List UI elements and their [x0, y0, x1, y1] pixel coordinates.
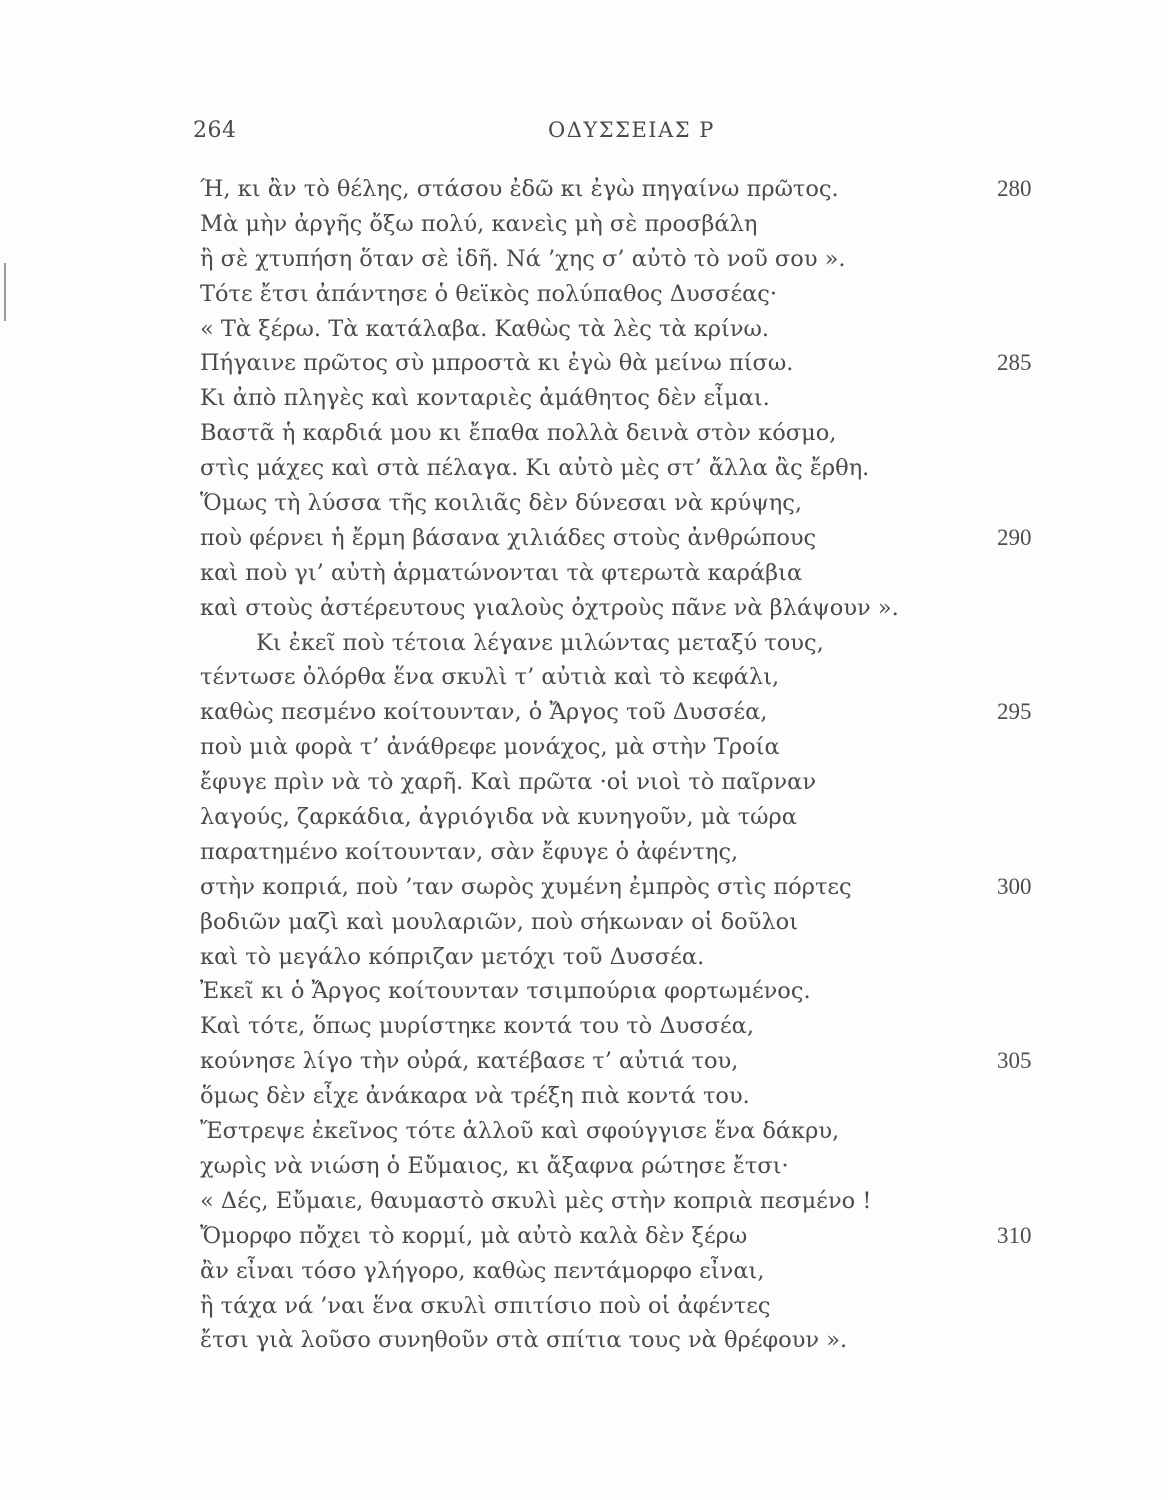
- verse-text: καὶ ποὺ γι’ αὐτὴ ἁρματώνονται τὰ φτερωτὰ καράβια: [200, 559, 803, 586]
- verse-line: [200, 451, 1100, 486]
- verse-line: [200, 626, 1100, 661]
- verse-text: ποὺ μιὰ φορὰ τ’ ἀνάθρεφε μονάχος, μὰ στὴν Τροία: [200, 734, 780, 761]
- verse-line: [200, 486, 1100, 521]
- verse-line: [200, 1114, 1100, 1149]
- verse-text: Κι ἀπὸ πληγὲς καὶ κονταριὲς ἀμάθητος δὲν εἶμαι.: [200, 385, 770, 412]
- verse-text: τέντωσε ὀλόρθα ἕνα σκυλὶ τ’ αὐτιὰ καὶ τὸ κεφάλι,: [200, 664, 780, 691]
- line-number: 295: [997, 699, 1032, 725]
- verse-text: καὶ τὸ μεγάλο κόπριζαν μετόχι τοῦ Δυσσέα.: [200, 943, 705, 970]
- verse-text: Ή, κι ἂν τὸ θέλης, στάσου ἐδῶ κι ἐγὼ πηγαίνω πρῶτος.: [200, 176, 839, 202]
- verse-line: [200, 800, 1100, 835]
- verse-text: ὅμως δὲν εἶχε ἀνάκαρα νὰ τρέξη πιὰ κοντά του.: [200, 1083, 750, 1110]
- line-number: 285: [997, 350, 1032, 376]
- verse-text: στὴν κοπριά, ποὺ ’ταν σωρὸς χυμένη ἐμπρὸς στὶς πόρτες: [200, 873, 852, 900]
- verse-text: ἢ τάχα νά ’ναι ἕνα σκυλὶ σπιτίσιο ποὺ οἱ ἀφέντες: [200, 1292, 771, 1319]
- margin-scan-mark: [4, 263, 6, 321]
- verse-line: [200, 660, 1100, 695]
- verse-text: « Τὰ ξέρω. Τὰ κατάλαβα. Καθὼς τὰ λὲς τὰ κρίνω.: [200, 315, 770, 342]
- verse-text: ἂν εἶναι τόσο γλήγορο, καθὼς πεντάμορφο εἶναι,: [200, 1257, 765, 1284]
- verse-line: [200, 1009, 1100, 1044]
- verse-text: καθὼς πεσμένο κοίτουνταν, ὁ Ἄργος τοῦ Δυσσέα,: [200, 699, 768, 726]
- verse-line: [200, 591, 1100, 626]
- running-title: ΟΔΥΣΣΕΙΑΣ Ρ: [548, 118, 715, 142]
- line-number: 290: [997, 524, 1032, 550]
- verse-line: [200, 835, 1100, 870]
- verse-text: στὶς μάχες καὶ στὰ πέλαγα. Κι αὐτὸ μὲς στ’ ἄλλα ἂς ἔρθη.: [200, 455, 870, 482]
- verse-text: Τότε ἔτσι ἀπάντησε ὁ θεϊκὸς πολύπαθος Δυσσέας·: [200, 280, 778, 307]
- verse-line: [200, 277, 1100, 312]
- verse-line: [200, 765, 1100, 800]
- verse-text: κούνησε λίγο τὴν οὐρά, κατέβασε τ’ αὐτιά του,: [200, 1048, 739, 1075]
- verse-text: ποὺ φέρνει ἡ ἔρμη βάσανα χιλιάδες στοὺς ἀνθρώπους: [200, 524, 817, 551]
- verse-text: Πήγαινε πρῶτος σὺ μπροστὰ κι ἐγὼ θὰ μείνω πίσω.: [200, 350, 794, 377]
- verse-text: Ὄμορφο πὄχει τὸ κορμί, μὰ αὐτὸ καλὰ δὲν ξέρω: [200, 1222, 748, 1249]
- verse-text: Κι ἐκεῖ ποὺ τέτοια λέγανε μιλώντας μεταξύ τους,: [256, 629, 824, 656]
- verse-line: [200, 974, 1100, 1009]
- verse-line: [200, 207, 1100, 242]
- verse-line: [200, 1079, 1100, 1114]
- page-number: 264: [193, 118, 237, 143]
- verse-line: [200, 1184, 1100, 1219]
- line-number: 280: [997, 176, 1032, 201]
- verse-text: λαγούς, ζαρκάδια, ἀγριόγιδα νὰ κυνηγοῦν, μὰ τώρα: [200, 804, 797, 831]
- verse-text: Ἐκεῖ κι ὁ Ἄργος κοίτουνταν τσιμπούρια φορτωμένος.: [200, 978, 811, 1005]
- verse-line: [200, 1323, 1100, 1358]
- verse-line: [200, 346, 1100, 381]
- verse-line: [200, 521, 1100, 556]
- verse-line: [200, 695, 1100, 730]
- verse-text: ἔφυγε πρὶν νὰ τὸ χαρῆ. Καὶ πρῶτα ·οἱ νιοὶ τὸ παῖρναν: [200, 769, 816, 796]
- verse-text: Ἔστρεψε ἐκεῖνος τότε ἀλλοῦ καὶ σφούγγισε ἕνα δάκρυ,: [200, 1118, 840, 1145]
- verse-line: [200, 172, 1100, 207]
- verse-line: [200, 381, 1100, 416]
- verse-line: [200, 1254, 1100, 1289]
- verse-text: Βαστᾶ ἡ καρδιά μου κι ἔπαθα πολλὰ δεινὰ στὸν κόσμο,: [200, 420, 837, 447]
- verse-text: παρατημένο κοίτουνταν, σὰν ἔφυγε ὁ ἀφέντης,: [200, 838, 739, 865]
- verse-line: [200, 730, 1100, 765]
- verse-line: [200, 1289, 1100, 1324]
- verse-line: [200, 312, 1100, 347]
- verse-block: [200, 172, 1100, 1358]
- verse-text: καὶ στοὺς ἀστέρευτους γιαλοὺς ὀχτροὺς πᾶνε νὰ βλάψουν ».: [200, 594, 899, 621]
- verse-line: [200, 242, 1100, 277]
- verse-line: [200, 416, 1100, 451]
- line-number: 300: [997, 873, 1032, 899]
- verse-text: Μὰ μὴν ἀργῆς ὄξω πολύ, κανεὶς μὴ σὲ προσβάλη: [200, 210, 758, 237]
- verse-line: [200, 905, 1100, 940]
- verse-line: [200, 940, 1100, 975]
- verse-line: [200, 556, 1100, 591]
- verse-text: ἢ σὲ χτυπήση ὅταν σὲ ἰδῆ. Νά ’χης σ’ αὐτὸ τὸ νοῦ σου ».: [200, 245, 846, 272]
- verse-text: « Δές, Εὔμαιε, θαυμαστὸ σκυλὶ μὲς στὴν κοπριὰ πεσμένο !: [200, 1187, 872, 1214]
- verse-text: Καὶ τότε, ὅπως μυρίστηκε κοντά του τὸ Δυσσέα,: [200, 1013, 755, 1040]
- verse-line: [200, 1044, 1100, 1079]
- line-number: 310: [997, 1222, 1032, 1248]
- verse-line: [200, 870, 1100, 905]
- verse-text: ἔτσι γιὰ λοῦσο συνηθοῦν στὰ σπίτια τους νὰ θρέφουν ».: [200, 1327, 848, 1354]
- line-number: 305: [997, 1048, 1032, 1074]
- verse-line: [200, 1149, 1100, 1184]
- verse-text: Ὅμως τὴ λύσσα τῆς κοιλιᾶς δὲν δύνεσαι νὰ κρύψης,: [200, 490, 803, 517]
- verse-line: [200, 1219, 1100, 1254]
- verse-text: βοδιῶν μαζὶ καὶ μουλαριῶν, ποὺ σήκωναν οἱ δοῦλοι: [200, 908, 799, 935]
- verse-text: χωρὶς νὰ νιώση ὁ Εὔμαιος, κι ἄξαφνα ρώτησε ἔτσι·: [200, 1152, 789, 1179]
